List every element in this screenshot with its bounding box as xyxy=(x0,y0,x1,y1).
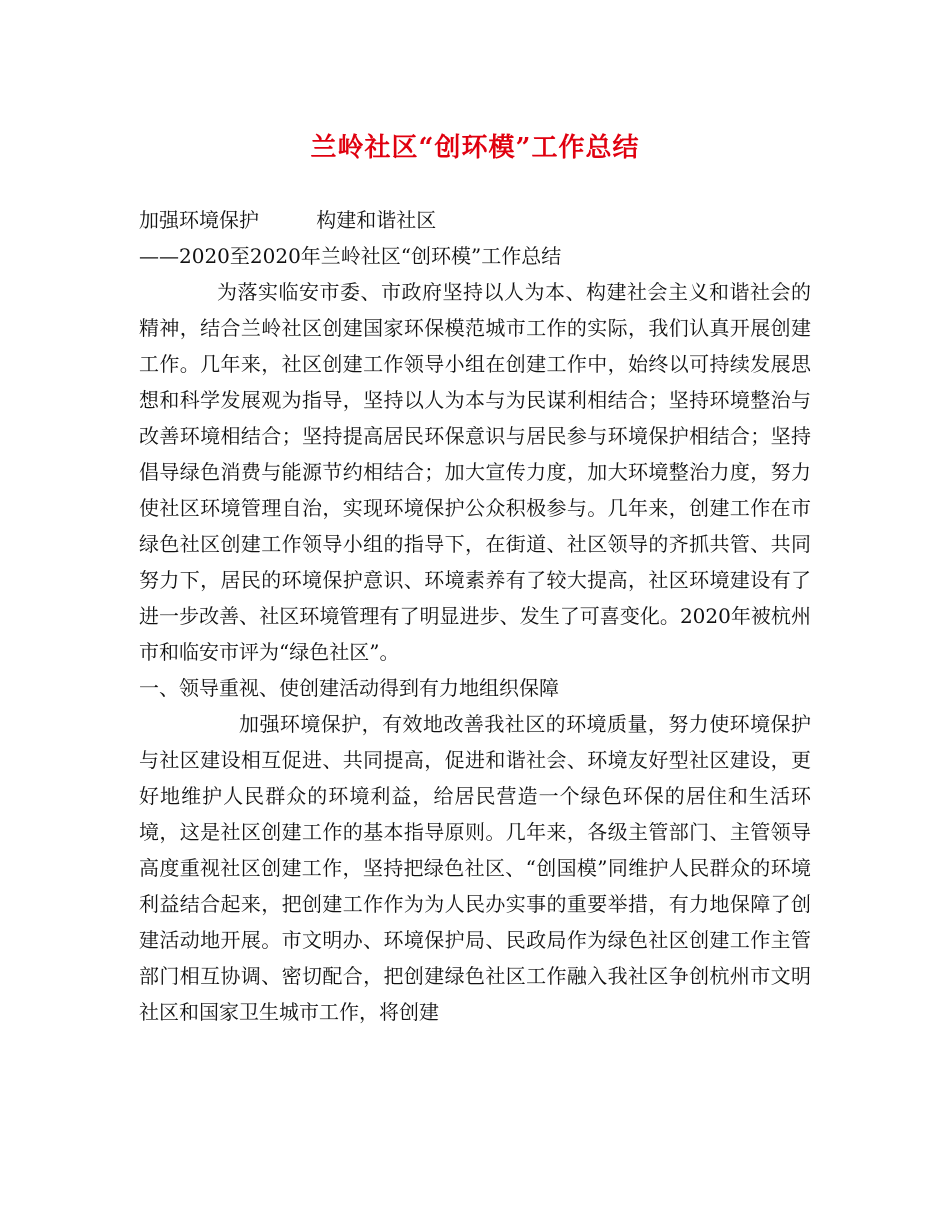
paragraph-2: 加强环境保护，有效地改善我社区的环境质量，努力使环境保护与社区建设相互促进、共同提高，促进和谐社会、环境友好型社区建设，更好地维护人民群众的环境利益，给居民营造一个绿色环保的居住和生活环境，这是社区创建工作的基本指导原则。几年来，各级主管部门、主管领导高度重视社区创建工作，坚持把绿色社区、“创国模”同维护人民群众的环境利益结合起来，把创建工作作为为人民办实事的重要举措，有力地保障了创建活动地开展。市文明办、环境保护局、民政局作为绿色社区创建工作主管部门相互协调、密切配合，把创建绿色社区工作融入我社区争创杭州市文明社区和国家卫生城市工作，将创建 xyxy=(139,712,811,1024)
subtitle-line xyxy=(139,202,811,238)
document-title: 兰岭社区“创环模”工作总结 xyxy=(310,133,640,163)
document-body xyxy=(139,202,811,1030)
subtitle-dash-line: ——2020至2020年兰岭社区“创环模”工作总结 xyxy=(139,244,562,268)
subtitle-left: 加强环境保护 xyxy=(139,208,259,232)
paragraph-1: 为落实临安市委、市政府坚持以人为本、构建社会主义和谐社会的精神，结合兰岭社区创建国家环保模范城市工作的实际，我们认真开展创建工作。几年来，社区创建工作领导小组在创建工作中，始终以可持续发展思想和科学发展观为指导，坚持以人为本与为民谋利相结合；坚持环境整治与改善环境相结合；坚持提高居民环保意识与居民参与环境保护相结合；坚持倡导绿色消费与能源节约相结合；加大宣传力度，加大环境整治力度，努力使社区环境管理自治，实现环境保护公众积极参与。几年来，创建工作在市绿色社区创建工作领导小组的指导下，在街道、社区领导的齐抓共管、共同努力下，居民的环境保护意识、环境素养有了较大提高，社区环境建设有了进一步改善、社区环境管理有了明显进步、发生了可喜变化。2020年被杭州市和临安市评为“绿色社区”。 xyxy=(139,280,811,664)
section-heading-1: 一、领导重视、使创建活动得到有力地组织保障 xyxy=(139,676,559,700)
subtitle-right: 构建和谐社区 xyxy=(316,208,437,232)
